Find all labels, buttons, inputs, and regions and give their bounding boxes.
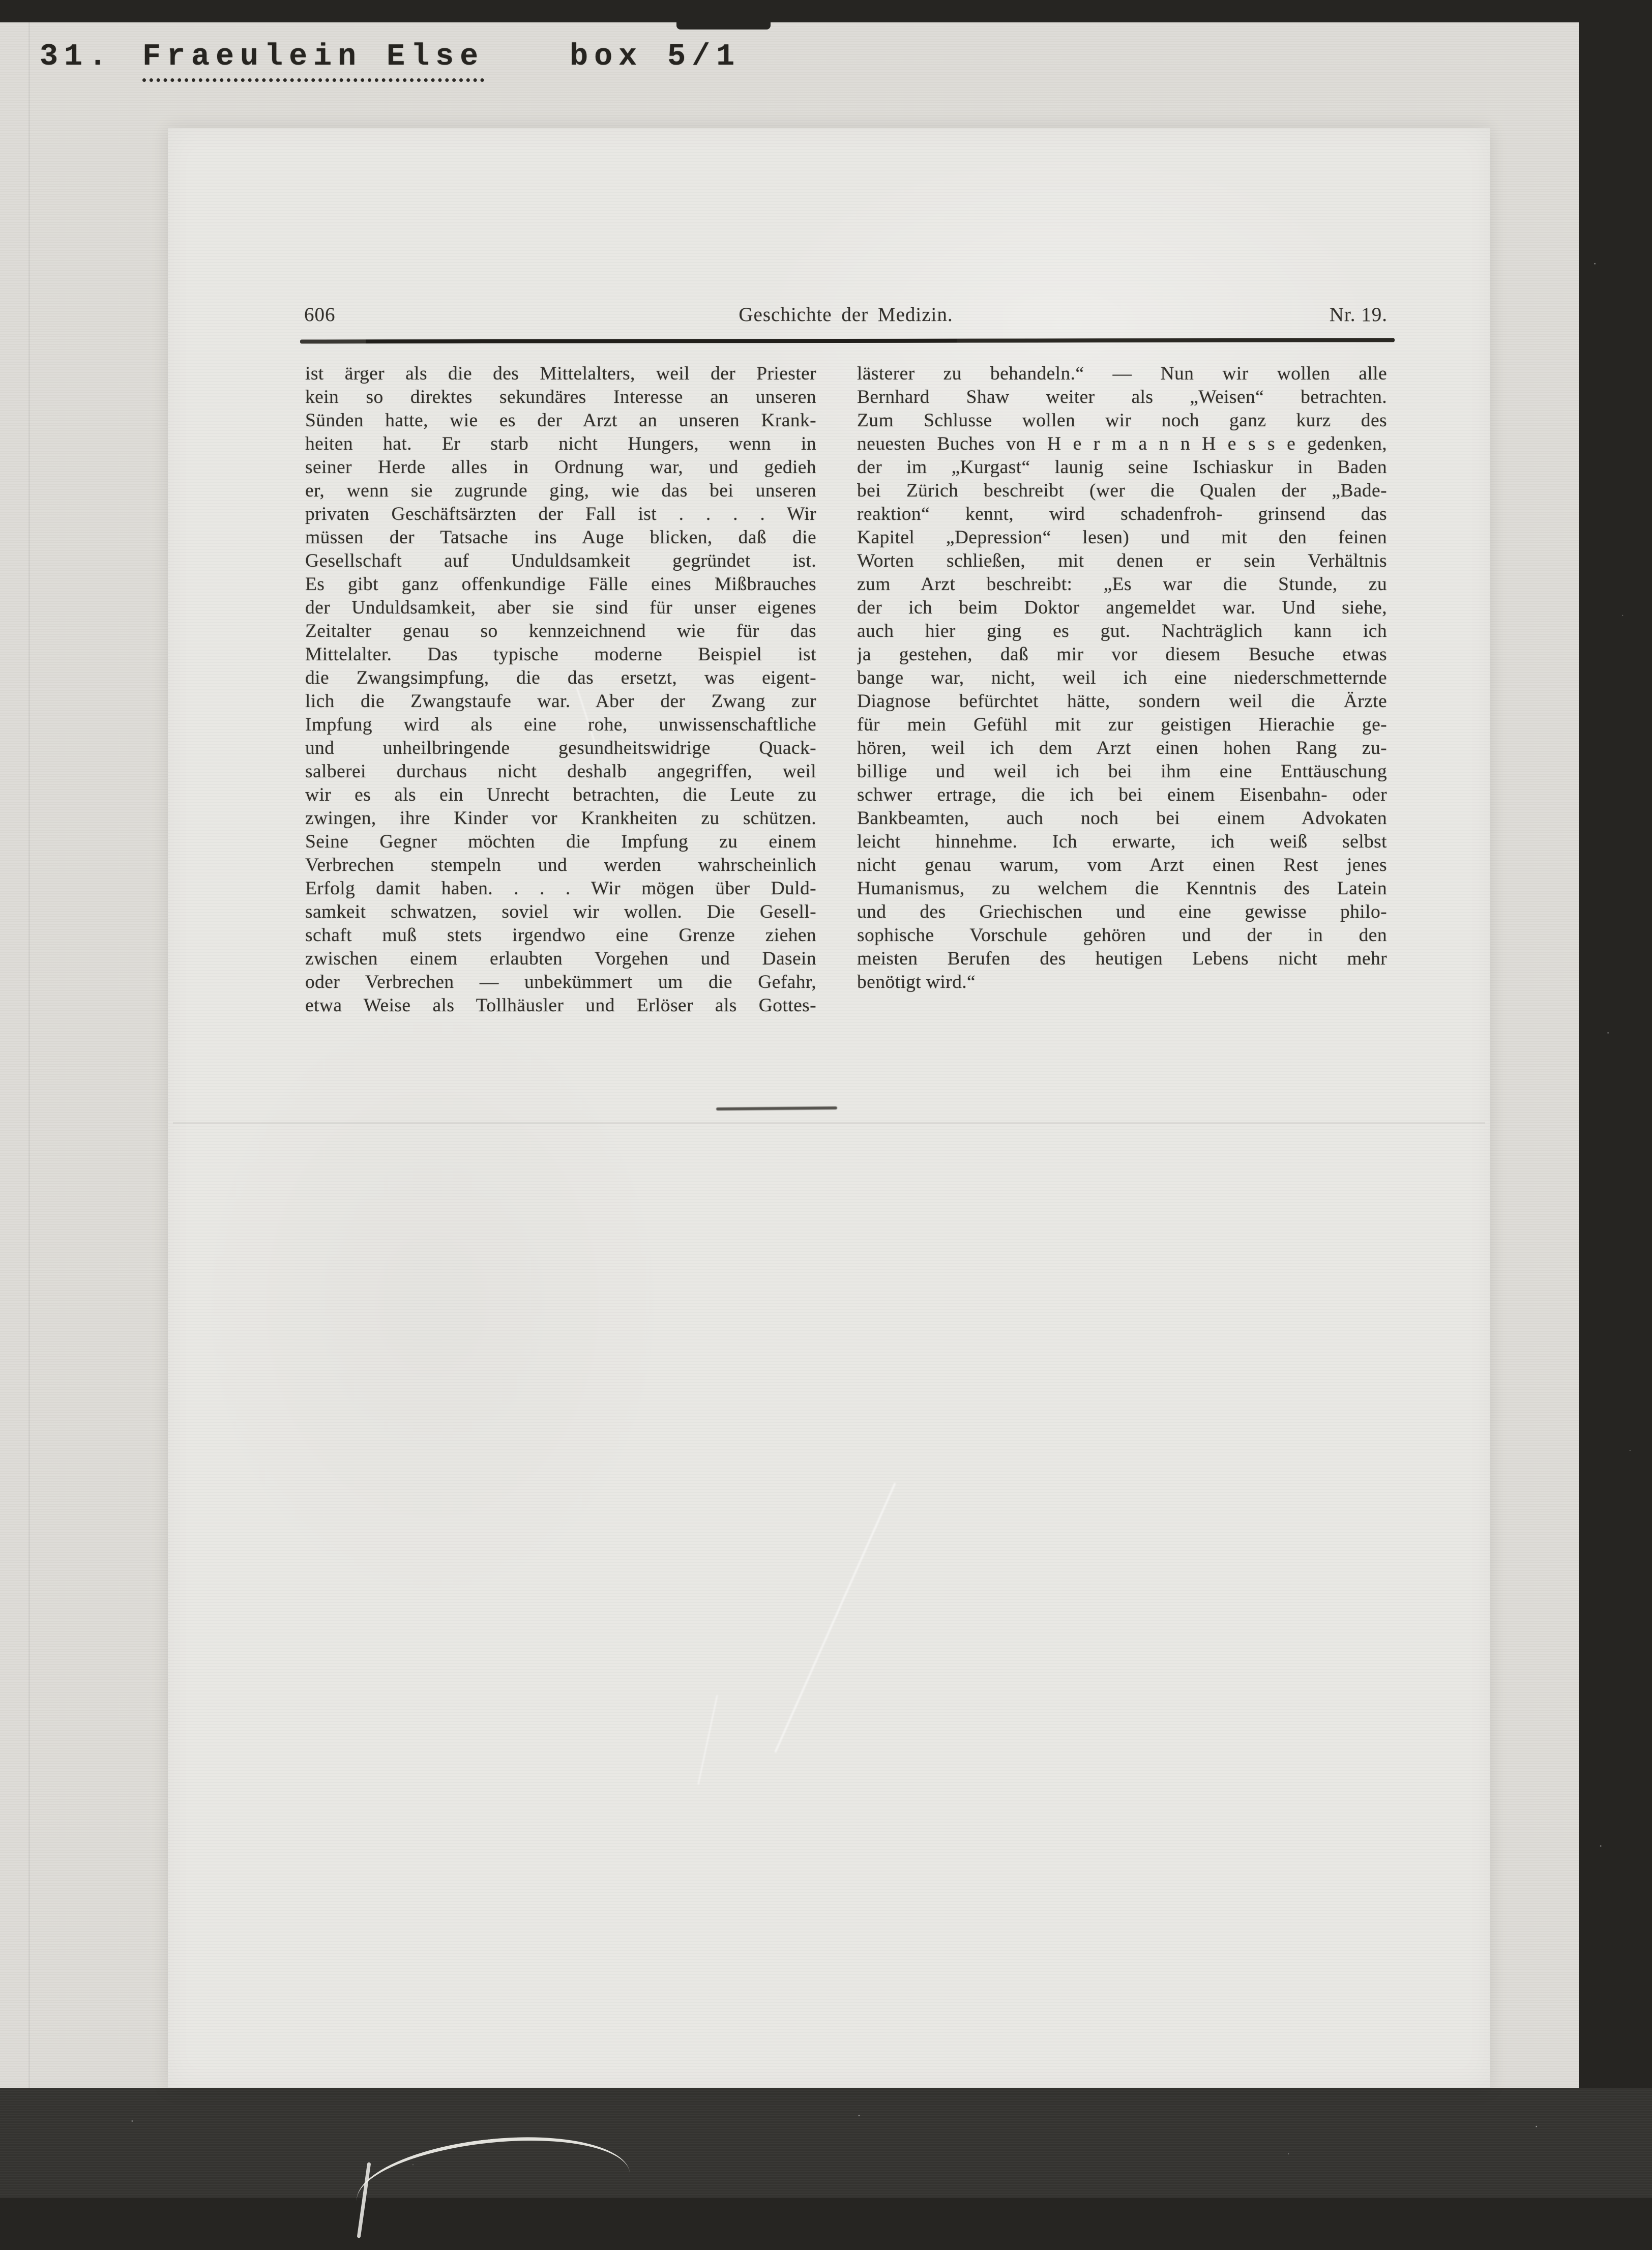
text-line: zwischen einem erlaubten Vorgehen und Dasein	[305, 948, 816, 969]
text-line: Zum Schlusse wollen wir noch ganz kurz des	[857, 410, 1387, 431]
text-line: Sünden hatte, wie es der Arzt an unseren Krank-	[305, 410, 816, 431]
text-line: samkeit schwatzen, soviel wir wollen. Die Gesell-	[305, 901, 816, 922]
text-line: er, wenn sie zugrunde ging, wie das bei unseren	[305, 480, 816, 501]
issue-number: Nr. 19.	[1329, 304, 1388, 326]
text-line: der ich beim Doktor angemeldet war. Und siehe,	[857, 597, 1387, 618]
text-line: Gesellschaft auf Unduldsamkeit gegründet ist.	[305, 550, 816, 571]
text-line: bange war, nicht, weil ich eine niederschmetternde	[857, 667, 1387, 688]
bottom-edge-band	[0, 2088, 1652, 2198]
text-line: bei Zürich beschreibt (wer die Qualen der „Bade-	[857, 480, 1387, 501]
text-line: Diagnose befürchtet hätte, sondern weil die Ärzte	[857, 691, 1387, 712]
text-line: privaten Geschäftsärzten der Fall ist . . . . Wir	[305, 504, 816, 524]
text-line: meisten Berufen des heutigen Lebens nicht mehr	[857, 948, 1387, 969]
text-line: Seine Gegner möchten die Impfung zu einem	[305, 831, 816, 852]
page-header	[304, 303, 1388, 326]
text-line: Erfolg damit haben. . . . Wir mögen über Duld-	[305, 878, 816, 899]
text-line: kein so direktes sekundäres Interesse an unseren	[305, 387, 816, 407]
right-edge-band	[1579, 0, 1652, 2198]
text-line: seiner Herde alles in Ordnung war, und gedieh	[305, 457, 816, 478]
page-number: 606	[304, 304, 336, 326]
text-line: müssen der Tatsache ins Auge blicken, daß die	[305, 527, 816, 548]
text-line: Bankbeamten, auch noch bei einem Advokaten	[857, 808, 1387, 829]
text-line: lich die Zwangstaufe war. Aber der Zwang zur	[305, 691, 816, 712]
sheet-edge-line	[28, 22, 30, 2088]
text-line: schaft muß stets irgendwo eine Grenze ziehen	[305, 925, 816, 946]
text-line: Es gibt ganz offenkundige Fälle eines Mißbrauches	[305, 574, 816, 595]
text-line: der Unduldsamkeit, aber sie sind für unser eigenes	[305, 597, 816, 618]
annotation-number: 31.	[40, 40, 113, 74]
text-line: zum Arzt beschreibt: „Es war die Stunde, zu	[857, 574, 1387, 595]
text-line: salberei durchaus nicht deshalb angegriffen, weil	[305, 761, 816, 782]
text-line: billige und weil ich bei ihm eine Enttäuschung	[857, 761, 1387, 782]
text-line: sophische Vorschule gehören und der in den	[857, 925, 1387, 946]
text-line: und unheilbringende gesundheitswidrige Quack-	[305, 738, 816, 758]
text-line: lästerer zu behandeln.“ — Nun wir wollen alle	[857, 363, 1387, 384]
text-line: auch hier ging es gut. Nachträglich kann ich	[857, 621, 1387, 641]
left-column	[305, 362, 816, 1017]
text-line: hören, weil ich dem Arzt einen hohen Rang zu-	[857, 738, 1387, 758]
text-line: reaktion“ kennt, wird schadenfroh- grinsend das	[857, 504, 1387, 524]
text-line: Impfung wird als eine rohe, unwissenschaftliche	[305, 714, 816, 735]
text-line: ja gestehen, daß mir vor diesem Besuche etwas	[857, 644, 1387, 665]
text-line: für mein Gefühl mit zur geistigen Hierachie ge-	[857, 714, 1387, 735]
annotation-title: Fraeulein Else	[142, 40, 484, 82]
annotation-box-label: box 5/1	[570, 40, 741, 74]
journal-title: Geschichte der Medizin.	[739, 304, 953, 326]
text-line: ist ärger als die des Mittelalters, weil der Priester	[305, 363, 816, 384]
text-line: nicht genau warum, vom Arzt einen Rest jenes	[857, 855, 1387, 875]
text-line: zwingen, ihre Kinder vor Krankheiten zu schützen.	[305, 808, 816, 829]
text-line: die Zwangsimpfung, die das ersetzt, was eigent-	[305, 667, 816, 688]
text-line: der im „Kurgast“ launig seine Ischiaskur in Baden	[857, 457, 1387, 478]
text-line: schwer ertrage, die ich bei einem Eisenbahn- oder	[857, 784, 1387, 805]
text-line: Bernhard Shaw weiter als „Weisen“ betrachten.	[857, 387, 1387, 407]
text-line: Mittelalter. Das typische moderne Beispiel ist	[305, 644, 816, 665]
text-line: oder Verbrechen — unbekümmert um die Gefahr,	[305, 972, 816, 992]
text-line: und des Griechischen und eine gewisse philo-	[857, 901, 1387, 922]
text-line: benötigt wird.“	[857, 972, 976, 992]
text-line: wir es als ein Unrecht betrachten, die Leute zu	[305, 784, 816, 805]
text-line: Verbrechen stempeln und werden wahrscheinlich	[305, 855, 816, 875]
right-column	[857, 362, 1387, 994]
text-line: Worten schließen, mit denen er sein Verhältnis	[857, 550, 1387, 571]
fold-crease	[173, 1122, 1485, 1124]
text-line: Zeitalter genau so kennzeichnend wie für das	[305, 621, 816, 641]
text-line: heiten hat. Er starb nicht Hungers, wenn in	[305, 433, 816, 454]
text-line: Humanismus, zu welchem die Kenntnis des Latein	[857, 878, 1387, 899]
text-line: leicht hinnehme. Ich erwarte, ich weiß selbst	[857, 831, 1387, 852]
text-line: etwa Weise als Tollhäusler und Erlöser als Gottes-	[305, 995, 816, 1016]
top-edge-notch	[676, 21, 771, 30]
text-line: Kapitel „Depression“ lesen) und mit den feinen	[857, 527, 1387, 548]
archival-annotation	[40, 40, 741, 74]
top-edge-band	[0, 0, 1652, 22]
text-line: neuesten Buches von H e r m a n n H e s s e gedenken,	[857, 433, 1387, 454]
